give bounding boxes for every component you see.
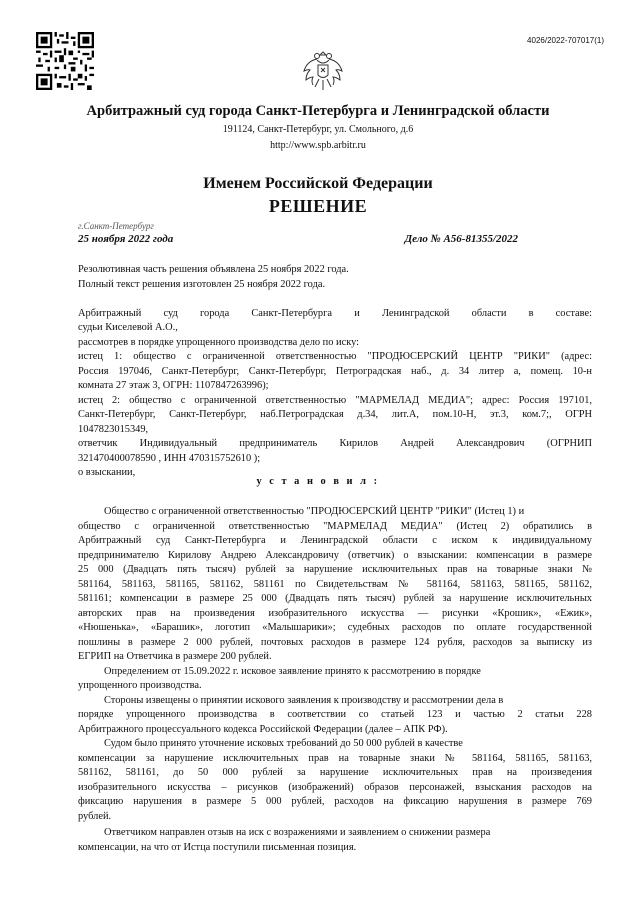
text-line: пошлины в размере 2 000 рублей, почтовых расходов в размере 124 рубля, расходов за выписку из [78,637,592,648]
text-line: 1047823015349, [78,424,149,435]
text-line: ЕГРИП на Ответчика в размере 200 рублей. [78,651,272,662]
text-line: Судом было принято уточнение исковых требований до 50 000 рублей в качестве [104,738,463,749]
text-line: о взыскании, [78,467,136,478]
text-line: общество с ограниченной ответственностью "МАРМЕЛАД МЕДИА" (Истец 2) обратились в [78,521,592,532]
document-id: 4026/2022-707017(1) [527,36,604,45]
text-line: Россия 197046, Санкт-Петербург, Санкт-Петербург, Петроградская наб., д. 34 литер а, помещ. 10-н [78,366,592,377]
qr-code [36,32,94,90]
text-line: 25 000 (Двадцать пять тысяч) рублей за нарушение исключительных прав на товарные знаки № [78,564,592,575]
city: г.Санкт-Петербург [78,221,154,231]
text-line: Общество с ограниченной ответственностью "ПРОДЮСЕРСКИЙ ЦЕНТР "РИКИ" (Истец 1) и [104,506,525,517]
text-line: Резолютивная часть решения объявлена 25 ноября 2022 года. [78,264,349,275]
text-line: 581161; компенсации в размере 25 000 (Двадцать пять тысяч) рублей за нарушение исключительных [78,593,592,604]
text-line: предпринимателю Кирилову Андрею Александровичу (ответчик) о взыскании: компенсации в размере [78,550,592,561]
text-line: истец 2: общество с ограниченной ответственностью "МАРМЕЛАД МЕДИА"; адрес: Россия 197101, [78,395,592,406]
text-line: 321470400078590 , ИНН 470315752610 ); [78,453,261,464]
text-line: 581164, 581163, 581165, 581162, 581161 по Свидетельствам № 581164, 581163, 581165, 581162, [78,579,592,590]
text-line: «Нюшенька», «Барашик», логотип «Малышарики»; судебных расходов по оплате государственной [78,622,592,633]
text-line: фиксацию нарушения в размере 5 000 рублей, расходов на фиксацию нарушения в размере 769 [78,796,592,807]
text-line: ответчик Индивидуальный предприниматель Кирилов Андрей Александрович (ОГРНИП [78,438,592,449]
text-line: Арбитражный суд города Санкт-Петербурга и Ленинградской области в составе: [78,308,592,319]
text-line: судьи Киселевой А.О., [78,322,178,333]
text-line: Стороны извещены о принятии искового заявления к производству и рассмотрении дела в [104,695,504,706]
text-line: Определением от 15.09.2022 г. исковое заявление принято к рассмотрению в порядке [104,666,481,677]
text-line: Ответчиком направлен отзыв на иск с возражениями и заявлением о снижении размера [104,827,491,838]
text-line: Арбитражный суд Санкт-Петербурга и Ленинградской области с иском к индивидуальному [78,535,592,546]
text-line: 581162, 581161, до 50 000 рублей за нарушение исключительных прав на произведения [78,767,592,778]
text-line: порядке упрощенного производства в соответствии со статьей 123 и частью 2 статьи 228 [78,709,592,720]
decision-title: РЕШЕНИЕ [268,196,368,216]
court-address: 191124, Санкт-Петербург, ул. Смольного, д.6 [222,124,414,135]
title-line1: Именем Российской Федерации [203,175,433,192]
text-line: авторских прав на произведения изобразительного искусства — рисунки «Крошик», «Ежик», [78,608,592,619]
coat-of-arms-emblem [302,48,344,94]
text-line: Санкт-Петербург, Санкт-Петербург, наб.Петроградская д.34, лит.А, пом.10-Н, эт.3, ком.7;, ОГРН [78,409,592,420]
ruling-heading: у с т а н о в и л : [256,476,380,487]
case-number: Дело № А56-81355/2022 [404,233,518,245]
text-line: компенсации за нарушение исключительных прав на товарные знаки № 581164, 581165, 581163, [78,753,592,764]
text-line: компенсации, на что от Истца поступили письменная позиция. [78,842,357,853]
text-line: изобразительного искусства – рисунков (изображений) образов персонажей, взыскания расходов на [78,782,592,793]
text-line: рассмотрев в порядке упрощенного производства дело по иску: [78,337,360,348]
court-name: Арбитражный суд города Санкт-Петербурга и Ленинградской области [86,103,550,119]
court-website: http://www.spb.arbitr.ru [270,140,366,151]
decision-date: 25 ноября 2022 года [78,233,174,245]
text-line: истец 1: общество с ограниченной ответственностью "ПРОДЮСЕРСКИЙ ЦЕНТР "РИКИ" (адрес: [78,351,592,362]
text-line: упрощенного производства. [78,680,202,691]
text-line: рублей. [78,811,112,822]
text-line: комната 27 этаж 3, ОГРН: 1107847263996); [78,380,269,391]
text-line: Арбитражного процессуального кодекса Российской Федерации (далее – АПК РФ). [78,724,448,735]
text-line: Полный текст решения изготовлен 25 ноября 2022 года. [78,279,326,290]
